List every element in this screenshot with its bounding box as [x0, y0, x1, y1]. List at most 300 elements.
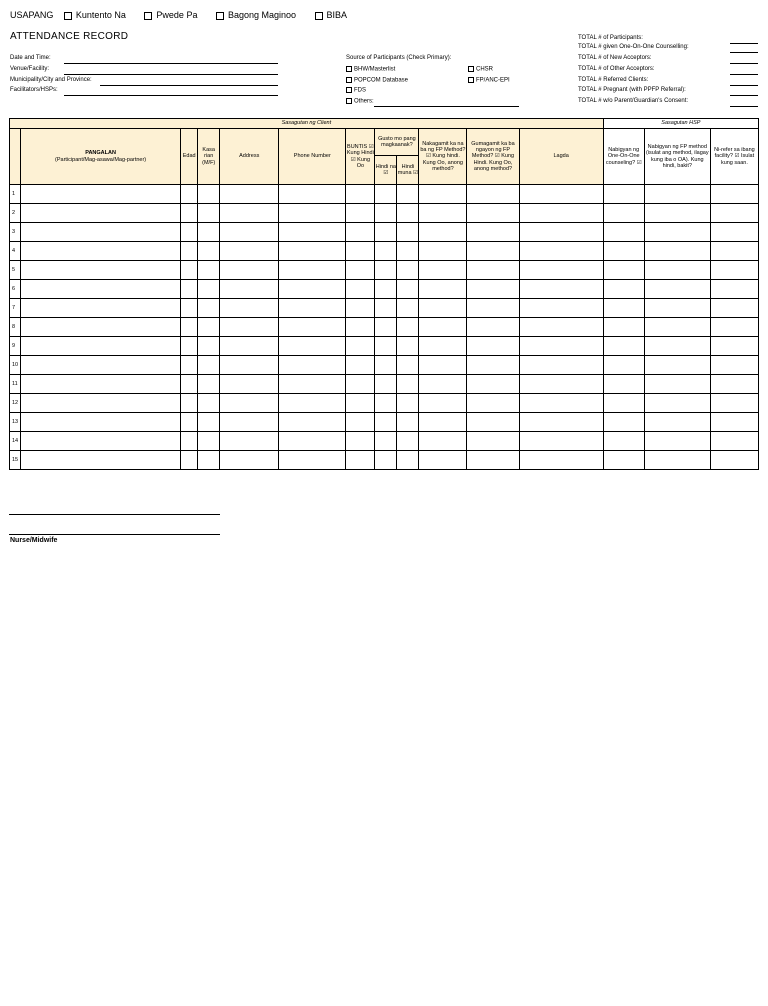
table-row [10, 204, 759, 223]
table-cell[interactable] [644, 223, 710, 242]
table-cell[interactable] [181, 413, 198, 432]
table-cell[interactable] [21, 413, 181, 432]
option-label: BHW/Masterlist [354, 66, 396, 73]
table-cell[interactable] [279, 451, 346, 470]
table-cell[interactable] [519, 204, 603, 223]
table-cell[interactable] [397, 223, 419, 242]
table-cell[interactable] [346, 223, 375, 242]
table-cell[interactable] [279, 185, 346, 204]
table-cell[interactable] [198, 413, 220, 432]
total-new-acceptors-field[interactable] [730, 63, 758, 64]
table-cell[interactable] [346, 299, 375, 318]
table-cell[interactable] [644, 299, 710, 318]
table-cell[interactable] [279, 318, 346, 337]
table-cell[interactable] [198, 299, 220, 318]
table-cell[interactable] [198, 451, 220, 470]
table-cell[interactable] [603, 261, 644, 280]
signature-name-line[interactable] [9, 534, 220, 535]
header-pangalan [21, 129, 181, 185]
table-row [10, 356, 759, 375]
table-cell[interactable] [220, 242, 279, 261]
table-cell[interactable] [181, 261, 198, 280]
table-cell[interactable] [21, 204, 181, 223]
table-cell[interactable] [375, 451, 397, 470]
table-row [10, 261, 759, 280]
header-edad: Edad [181, 129, 198, 185]
table-cell[interactable] [644, 280, 710, 299]
table-cell[interactable] [603, 337, 644, 356]
table-cell[interactable] [375, 261, 397, 280]
table-cell[interactable] [21, 432, 181, 451]
table-cell[interactable] [21, 223, 181, 242]
table-cell[interactable] [419, 242, 467, 261]
table-cell[interactable] [644, 204, 710, 223]
option-label: FP/ANC-EPI [476, 77, 510, 84]
table-cell[interactable] [21, 451, 181, 470]
table-cell[interactable] [603, 280, 644, 299]
table-cell[interactable] [198, 375, 220, 394]
table-cell[interactable] [519, 242, 603, 261]
row-number: 9 [10, 337, 21, 356]
table-cell[interactable] [375, 337, 397, 356]
table-cell[interactable] [279, 299, 346, 318]
table-cell[interactable] [467, 394, 519, 413]
table-cell[interactable] [710, 375, 758, 394]
table-cell[interactable] [710, 242, 758, 261]
row-number: 13 [10, 413, 21, 432]
table-cell[interactable] [375, 375, 397, 394]
table-cell[interactable] [644, 242, 710, 261]
table-cell[interactable] [467, 185, 519, 204]
table-cell[interactable] [603, 204, 644, 223]
table-cell[interactable] [198, 356, 220, 375]
table-cell[interactable] [644, 451, 710, 470]
table-cell[interactable] [419, 204, 467, 223]
option-biba[interactable] [315, 10, 348, 20]
table-cell[interactable] [375, 394, 397, 413]
table-cell[interactable] [220, 261, 279, 280]
table-cell[interactable] [220, 394, 279, 413]
table-cell[interactable] [519, 223, 603, 242]
table-cell[interactable] [519, 261, 603, 280]
table-cell[interactable] [220, 451, 279, 470]
table-cell[interactable] [710, 318, 758, 337]
table-cell[interactable] [710, 185, 758, 204]
date-time-label: Date and Time: [10, 55, 51, 61]
table-cell[interactable] [181, 280, 198, 299]
table-cell[interactable] [279, 394, 346, 413]
table-cell[interactable] [419, 318, 467, 337]
option-label: Others: [354, 98, 374, 105]
table-cell[interactable] [21, 185, 181, 204]
table-cell[interactable] [375, 299, 397, 318]
total-referred-field[interactable] [730, 85, 758, 86]
table-cell[interactable] [279, 337, 346, 356]
table-cell[interactable] [710, 204, 758, 223]
table-cell[interactable] [710, 337, 758, 356]
table-cell[interactable] [397, 204, 419, 223]
table-cell[interactable] [419, 223, 467, 242]
source-others[interactable] [346, 98, 374, 105]
option-label: POPCOM Database [354, 77, 409, 84]
table-cell[interactable] [397, 375, 419, 394]
table-cell[interactable] [397, 299, 419, 318]
option-label: BIBA [326, 10, 348, 20]
table-cell[interactable] [346, 337, 375, 356]
table-cell[interactable] [346, 375, 375, 394]
table-cell[interactable] [419, 413, 467, 432]
table-cell[interactable] [21, 242, 181, 261]
table-cell[interactable] [375, 413, 397, 432]
table-cell[interactable] [181, 318, 198, 337]
checkbox-icon [346, 87, 352, 93]
table-cell[interactable] [346, 451, 375, 470]
signature-line[interactable] [9, 514, 220, 515]
attendance-table [9, 118, 759, 470]
total-counselling-field[interactable] [730, 52, 758, 53]
table-cell[interactable] [519, 413, 603, 432]
header-buntis: BUNTIS ☑ Kung Hindi ☑ Kung Oo [346, 129, 375, 185]
table-cell[interactable] [397, 318, 419, 337]
table-cell[interactable] [644, 318, 710, 337]
table-cell[interactable] [603, 185, 644, 204]
table-cell[interactable] [346, 413, 375, 432]
table-cell[interactable] [419, 356, 467, 375]
venue-field[interactable] [64, 74, 278, 75]
municipality-label: Municipality/City and Province: [10, 77, 92, 83]
table-cell[interactable] [603, 356, 644, 375]
table-cell[interactable] [181, 356, 198, 375]
table-cell[interactable] [467, 223, 519, 242]
table-row [10, 318, 759, 337]
row-number: 2 [10, 204, 21, 223]
row-number: 6 [10, 280, 21, 299]
table-cell[interactable] [279, 432, 346, 451]
table-cell[interactable] [710, 432, 758, 451]
table-cell[interactable] [603, 318, 644, 337]
table-cell[interactable] [21, 337, 181, 356]
table-cell[interactable] [375, 204, 397, 223]
table-cell[interactable] [644, 185, 710, 204]
table-cell[interactable] [710, 261, 758, 280]
total-no-consent-field[interactable] [730, 106, 758, 107]
table-cell[interactable] [644, 356, 710, 375]
table-cell[interactable] [198, 185, 220, 204]
table-cell[interactable] [220, 223, 279, 242]
table-cell[interactable] [710, 394, 758, 413]
table-cell[interactable] [220, 356, 279, 375]
row-number: 1 [10, 185, 21, 204]
total-new-acceptors-label: TOTAL # of New Acceptors: [578, 55, 652, 61]
header-nakagamit: Nakagamit ka na ba ng FP Method? ☑ Kung hindi. Kung Oo, anong method? [419, 129, 467, 185]
checkbox-icon [216, 12, 224, 20]
usapang-label: USAPANG [10, 10, 54, 20]
table-row [10, 451, 759, 470]
table-cell[interactable] [198, 261, 220, 280]
table-cell[interactable] [346, 318, 375, 337]
checkbox-icon [468, 66, 474, 72]
table-cell[interactable] [467, 337, 519, 356]
option-label: Pwede Pa [156, 10, 198, 20]
table-cell[interactable] [346, 242, 375, 261]
table-cell[interactable] [467, 299, 519, 318]
row-number: 14 [10, 432, 21, 451]
header-kasarian: Kasa rian (M/F) [198, 129, 220, 185]
checkbox-icon [346, 66, 352, 72]
table-cell[interactable] [375, 432, 397, 451]
table-cell[interactable] [198, 318, 220, 337]
table-cell[interactable] [397, 413, 419, 432]
table-cell[interactable] [21, 280, 181, 299]
table-cell[interactable] [603, 242, 644, 261]
row-number: 3 [10, 223, 21, 242]
table-cell[interactable] [603, 413, 644, 432]
table-cell[interactable] [220, 185, 279, 204]
source-popcom[interactable] [346, 77, 408, 84]
table-cell[interactable] [198, 337, 220, 356]
table-cell[interactable] [710, 356, 758, 375]
source-fds[interactable] [346, 87, 366, 94]
table-cell[interactable] [419, 337, 467, 356]
table-cell[interactable] [21, 261, 181, 280]
table-cell[interactable] [198, 432, 220, 451]
table-cell[interactable] [181, 451, 198, 470]
table-cell[interactable] [419, 432, 467, 451]
table-cell[interactable] [181, 204, 198, 223]
table-cell[interactable] [644, 337, 710, 356]
table-cell[interactable] [220, 375, 279, 394]
table-cell[interactable] [181, 375, 198, 394]
table-cell[interactable] [519, 394, 603, 413]
table-cell[interactable] [467, 375, 519, 394]
table-cell[interactable] [346, 185, 375, 204]
table-cell[interactable] [397, 394, 419, 413]
table-cell[interactable] [346, 394, 375, 413]
table-cell[interactable] [519, 185, 603, 204]
table-cell[interactable] [220, 337, 279, 356]
table-cell[interactable] [467, 261, 519, 280]
table-cell[interactable] [419, 185, 467, 204]
total-participants-field[interactable] [730, 43, 758, 44]
table-cell[interactable] [519, 432, 603, 451]
table-cell[interactable] [21, 394, 181, 413]
table-cell[interactable] [198, 242, 220, 261]
table-cell[interactable] [21, 299, 181, 318]
table-cell[interactable] [375, 185, 397, 204]
header-hindi-muna: Hindi muna ☑ [397, 156, 419, 185]
total-other-acceptors-field[interactable] [730, 74, 758, 75]
table-cell[interactable] [603, 299, 644, 318]
table-cell[interactable] [198, 223, 220, 242]
header-nabigyan-counseling: Nabigyan ng One-On-One counseling? ☑ [603, 129, 644, 185]
usapang-header [10, 10, 363, 20]
table-row [10, 375, 759, 394]
header-gusto: Gusto mo pang magkaanak? [375, 129, 419, 156]
table-cell[interactable] [375, 280, 397, 299]
table-cell[interactable] [279, 356, 346, 375]
table-cell[interactable] [279, 223, 346, 242]
table-cell[interactable] [397, 242, 419, 261]
table-row [10, 280, 759, 299]
table-cell[interactable] [220, 318, 279, 337]
table-row [10, 299, 759, 318]
option-label: Kuntento Na [75, 10, 126, 20]
table-cell[interactable] [467, 432, 519, 451]
table-cell[interactable] [419, 261, 467, 280]
table-cell[interactable] [419, 299, 467, 318]
table-cell[interactable] [397, 261, 419, 280]
table-cell[interactable] [710, 451, 758, 470]
header-pangalan-title: PANGALAN [85, 150, 116, 157]
nurse-midwife-label: Nurse/Midwife [10, 537, 58, 544]
header-number [10, 129, 21, 185]
municipality-field[interactable] [100, 85, 278, 86]
table-cell[interactable] [375, 356, 397, 375]
table-cell[interactable] [519, 375, 603, 394]
table-cell[interactable] [397, 356, 419, 375]
table-cell[interactable] [603, 432, 644, 451]
table-cell[interactable] [181, 337, 198, 356]
total-pregnant-field[interactable] [730, 95, 758, 96]
source-fp-anc-epi[interactable] [468, 77, 510, 84]
table-cell[interactable] [21, 356, 181, 375]
table-cell[interactable] [181, 299, 198, 318]
total-no-consent-label: TOTAL # w/o Parent/Guardian's Consent: [578, 98, 689, 104]
table-cell[interactable] [21, 318, 181, 337]
table-cell[interactable] [519, 356, 603, 375]
source-bhw[interactable] [346, 66, 395, 73]
table-cell[interactable] [346, 261, 375, 280]
option-label: Bagong Maginoo [227, 10, 297, 20]
row-number: 10 [10, 356, 21, 375]
table-cell[interactable] [519, 337, 603, 356]
date-time-field[interactable] [64, 63, 278, 64]
table-cell[interactable] [198, 280, 220, 299]
table-cell[interactable] [644, 432, 710, 451]
source-heading: Source of Participants (Check Primary): [346, 55, 452, 61]
facilitators-label: Facilitators/HSPs: [10, 87, 58, 93]
facilitators-field[interactable] [64, 95, 278, 96]
table-cell[interactable] [220, 204, 279, 223]
table-cell[interactable] [519, 318, 603, 337]
table-cell[interactable] [181, 242, 198, 261]
total-counselling-label: TOTAL # given One-On-One Counselling: [578, 44, 689, 50]
table-cell[interactable] [220, 280, 279, 299]
table-cell[interactable] [603, 451, 644, 470]
table-cell[interactable] [467, 413, 519, 432]
total-referred-label: TOTAL # Referred Clients: [578, 77, 649, 83]
table-cell[interactable] [346, 432, 375, 451]
table-cell[interactable] [21, 375, 181, 394]
table-cell[interactable] [603, 375, 644, 394]
table-cell[interactable] [419, 451, 467, 470]
table-cell[interactable] [220, 413, 279, 432]
table-cell[interactable] [279, 413, 346, 432]
table-cell[interactable] [397, 451, 419, 470]
source-others-field[interactable] [374, 106, 519, 107]
table-cell[interactable] [419, 394, 467, 413]
table-cell[interactable] [181, 185, 198, 204]
option-label: CHSR [476, 66, 494, 73]
table-cell[interactable] [346, 280, 375, 299]
table-row [10, 223, 759, 242]
table-cell[interactable] [375, 242, 397, 261]
table-cell[interactable] [644, 394, 710, 413]
total-other-acceptors-label: TOTAL # of Other Acceptors: [578, 66, 655, 72]
table-cell[interactable] [397, 185, 419, 204]
table-cell[interactable] [279, 242, 346, 261]
table-cell[interactable] [181, 223, 198, 242]
table-cell[interactable] [419, 280, 467, 299]
header-nabigyan-method: Nabigyan ng FP method (isulat ang method, ilagay kung iba o OA). Kung hindi, bakit? [644, 129, 710, 185]
table-cell[interactable] [346, 356, 375, 375]
table-cell[interactable] [279, 261, 346, 280]
table-cell[interactable] [279, 280, 346, 299]
table-cell[interactable] [467, 451, 519, 470]
table-cell[interactable] [644, 261, 710, 280]
table-cell[interactable] [603, 223, 644, 242]
venue-label: Venue/Facility: [10, 66, 50, 72]
option-bagong-maginoo[interactable] [216, 10, 296, 20]
table-cell[interactable] [710, 299, 758, 318]
table-cell[interactable] [279, 204, 346, 223]
table-cell[interactable] [375, 223, 397, 242]
table-cell[interactable] [220, 299, 279, 318]
table-cell[interactable] [467, 318, 519, 337]
option-kuntento-na[interactable] [64, 10, 126, 20]
table-cell[interactable] [710, 413, 758, 432]
table-cell[interactable] [467, 280, 519, 299]
table-cell[interactable] [279, 375, 346, 394]
table-cell[interactable] [710, 280, 758, 299]
table-cell[interactable] [603, 394, 644, 413]
table-cell[interactable] [467, 356, 519, 375]
table-row [10, 413, 759, 432]
table-cell[interactable] [644, 375, 710, 394]
source-chsr[interactable] [468, 66, 493, 73]
table-cell[interactable] [346, 204, 375, 223]
table-cell[interactable] [710, 223, 758, 242]
table-cell[interactable] [419, 375, 467, 394]
checkbox-icon [144, 12, 152, 20]
row-number: 7 [10, 299, 21, 318]
table-cell[interactable] [181, 394, 198, 413]
header-gumagamit: Gumagamit ka ba ngayon ng FP Method? ☑ Kung Hindi. Kung Oo, anong method? [467, 129, 519, 185]
option-pwede-pa[interactable] [144, 10, 197, 20]
checkbox-icon [315, 12, 323, 20]
table-row [10, 185, 759, 204]
table-cell[interactable] [198, 204, 220, 223]
table-row [10, 394, 759, 413]
table-row [10, 242, 759, 261]
table-cell[interactable] [198, 394, 220, 413]
table-cell[interactable] [375, 318, 397, 337]
table-cell[interactable] [519, 280, 603, 299]
table-cell[interactable] [397, 280, 419, 299]
checkbox-icon [346, 77, 352, 83]
table-cell[interactable] [467, 242, 519, 261]
table-cell[interactable] [181, 432, 198, 451]
row-number: 15 [10, 451, 21, 470]
table-cell[interactable] [519, 299, 603, 318]
table-cell[interactable] [397, 432, 419, 451]
table-cell[interactable] [519, 451, 603, 470]
checkbox-icon [346, 98, 352, 104]
table-cell[interactable] [397, 337, 419, 356]
table-cell[interactable] [220, 432, 279, 451]
table-cell[interactable] [467, 204, 519, 223]
table-cell[interactable] [644, 413, 710, 432]
